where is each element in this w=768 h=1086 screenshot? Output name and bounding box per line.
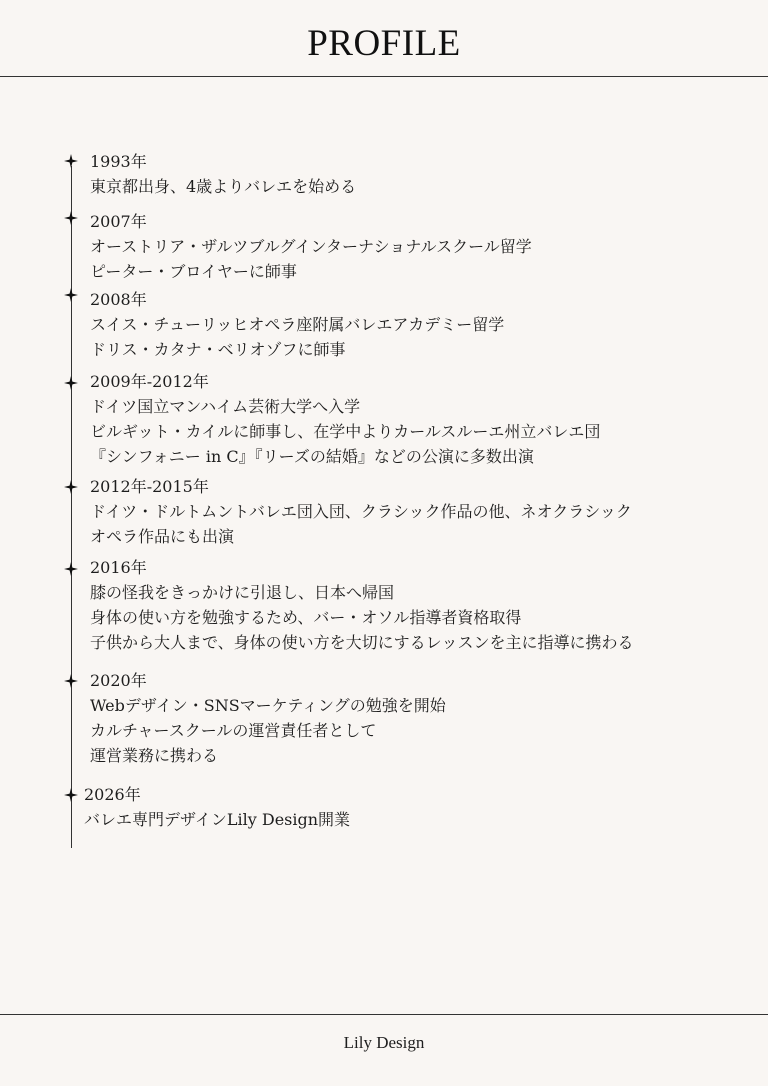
star-icon [64,674,78,688]
timeline-year: 2008年 [90,290,147,309]
timeline-description: ドイツ・ドルトムントバレエ団入団、クラシック作品の他、ネオクラシック [90,502,632,521]
timeline-description: オペラ作品にも出演 [90,527,235,546]
timeline-description: 身体の使い方を勉強するため、バー・オソル指導者資格取得 [90,608,522,627]
timeline-description: 『シンフォニー in C』『リーズの結婚』などの公演に多数出演 [90,447,534,466]
star-icon [64,154,78,168]
star-icon [64,480,78,494]
page-title: PROFILE [307,23,461,64]
timeline-year: 2020年 [90,671,147,690]
star-icon [64,211,78,225]
star-icon [64,562,78,576]
timeline-description: ビルギット・カイルに師事し、在学中よりカールスルーエ州立バレエ団 [90,422,601,441]
header-divider [0,76,768,77]
star-icon [64,288,78,302]
timeline-year: 2026年 [84,785,141,804]
footer-divider [0,1014,244,1015]
timeline-description: スイス・チューリッヒオペラ座附属バレエアカデミー留学 [90,315,505,334]
timeline-description: 運営業務に携わる [90,746,219,765]
timeline-description: 子供から大人まで、身体の使い方を大切にするレッスンを主に指導に携わる [90,633,634,652]
footer-brand: Lily Design [343,1033,425,1052]
footer-divider [244,1014,768,1015]
timeline-year: 2007年 [90,212,147,231]
timeline-year: 2009年-2012年 [90,372,209,391]
timeline-year: 2016年 [90,558,147,577]
timeline-description: カルチャースクールの運営責任者として [90,721,377,740]
timeline-description: オーストリア・ザルツブルグインターナショナルスクール留学 [90,237,532,256]
timeline-description: 膝の怪我をきっかけに引退し、日本へ帰国 [90,583,395,602]
timeline-line [71,166,72,848]
timeline-description: ピーター・ブロイヤーに師事 [90,262,297,281]
timeline-description: 東京都出身、4歳よりバレエを始める [90,177,357,196]
timeline-year: 2012年-2015年 [90,477,209,496]
timeline-year: 1993年 [90,152,147,171]
timeline-description: バレエ専門デザインLily Design開業 [84,810,351,829]
timeline-description: ドリス・カタナ・ベリオゾフに師事 [90,340,346,359]
timeline-description: Webデザイン・SNSマーケティングの勉強を開始 [90,696,446,715]
timeline-description: ドイツ国立マンハイム芸術大学へ入学 [90,397,361,416]
star-icon [64,788,78,802]
star-icon [64,376,78,390]
